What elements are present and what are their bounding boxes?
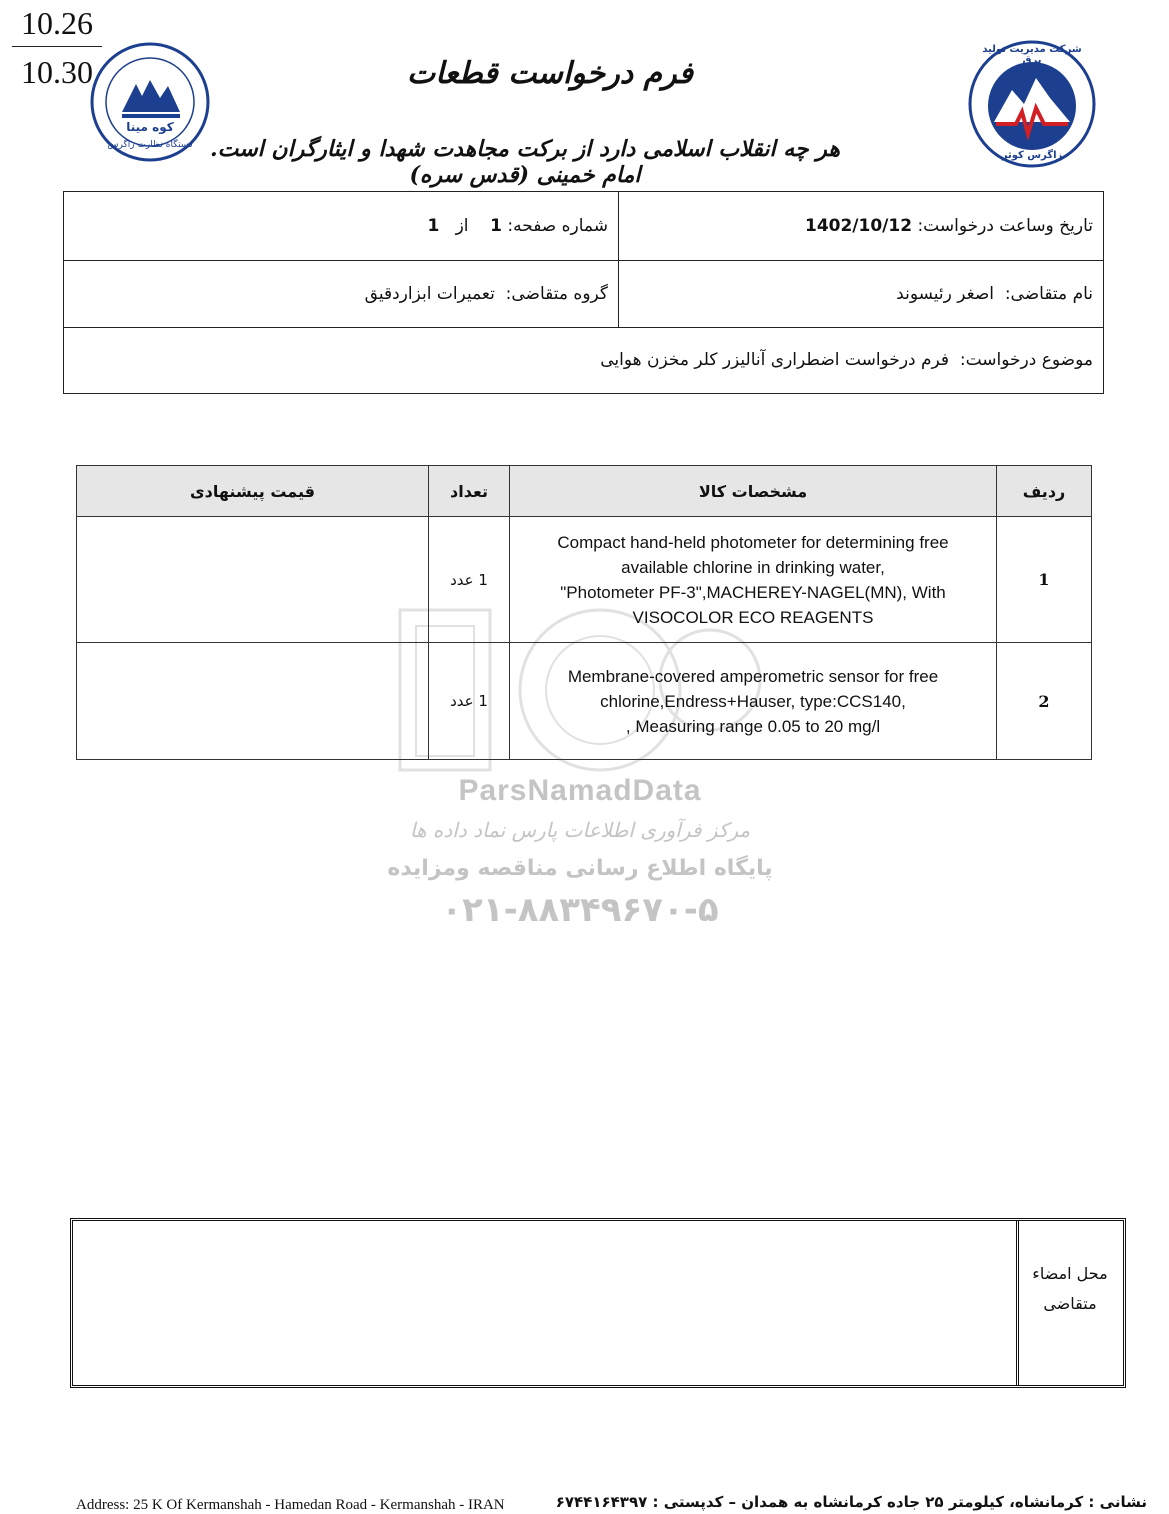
info-divider (618, 260, 619, 327)
page-number-cell (62, 192, 618, 260)
row-number: 2 (997, 643, 1092, 760)
page-total: 1 (427, 216, 440, 236)
signature-divider (1016, 1221, 1019, 1385)
item-price (77, 517, 429, 643)
spec-line: Compact hand-held photometer for determining free (557, 532, 949, 552)
spec-line: VISOCOLOR ECO REAGENTS (632, 607, 874, 627)
subject-value: فرم درخواست اضطراری آنالیزر کلر مخزن هوایی (600, 350, 950, 370)
table-row (77, 517, 1092, 643)
spec-line: , Measuring range 0.05 to 20 mg/l (625, 716, 881, 736)
company-stamp-logo (88, 40, 212, 164)
logo-caption: زاگرس کوثر (1001, 150, 1063, 161)
footer-address-fa: نشانی : کرمانشاه، کیلومتر ۲۵ جاده کرمانشاه به همدان – کدپستی : ۶۷۴۴۱۶۴۳۹۷ (555, 1493, 1147, 1511)
table-row (77, 643, 1092, 760)
row-number: 1 (997, 517, 1092, 643)
spec-line: "Photometer PF-3",MACHEREY-NAGEL(MN), With (560, 582, 946, 602)
signature-label (1023, 1259, 1117, 1319)
logo-arc-text: شرکت مدیریت تولید برق (982, 44, 1082, 66)
items-table (76, 465, 1092, 760)
subject-cell (64, 327, 1103, 393)
watermark-brand: ParsNamadData (458, 774, 702, 807)
item-quantity: 1 عدد (429, 643, 510, 760)
note-top: 10.26 (21, 5, 93, 41)
watermark-line1: مرکز فرآوری اطلاعات پارس نماد داده ها (409, 818, 751, 842)
spec-line: available chlorine in drinking water, (621, 557, 885, 577)
form-title: فرم درخواست قطعات (407, 56, 693, 91)
footer-address-en: Address: 25 K Of Kermanshah - Hamedan Road - Kermanshah - IRAN (76, 1497, 505, 1513)
applicant-group-cell (62, 260, 618, 327)
info-row-name (64, 260, 1103, 328)
page-label: شماره صفحه: (507, 216, 608, 236)
item-quantity: 1 عدد (429, 517, 510, 643)
col-proposed-price: قیمت پیشنهادی (77, 466, 429, 517)
signature-box (70, 1218, 1126, 1388)
col-row-number: ردیف (997, 466, 1092, 517)
table-header-row (77, 466, 1092, 517)
request-date-cell (619, 192, 1103, 260)
item-spec (510, 517, 997, 643)
signature-label-line1: محل امضاء (1032, 1264, 1108, 1283)
name-label: نام متقاضی: (1004, 283, 1093, 304)
info-row-subject (64, 327, 1103, 393)
group-label: گروه متقاضی: (505, 283, 608, 304)
request-info-table (63, 191, 1104, 394)
name-value: اصغر رئیسوند (896, 283, 994, 304)
page-of-label: از (455, 216, 469, 236)
col-item-spec: مشخصات کالا (510, 466, 997, 517)
stamp-caption: دستگاه نظارت زاگرس (107, 140, 193, 150)
info-divider (618, 192, 619, 260)
spec-line: chlorine,Endress+Hauser, type:CCS140, (600, 691, 906, 711)
item-spec (510, 643, 997, 760)
watermark-line2: پایگاه اطلاع رسانی مناقصه ومزایده (387, 856, 773, 881)
subject-label: موضوع درخواست: (959, 350, 1093, 370)
date-label: تاریخ وساعت درخواست: (917, 216, 1093, 236)
signature-label-line2: متقاضی (1043, 1294, 1097, 1313)
page-value: 1 (490, 216, 502, 236)
power-company-logo (966, 38, 1098, 170)
note-bottom: 10.30 (21, 54, 93, 90)
spec-line: Membrane-covered amperometric sensor for free (567, 666, 939, 686)
applicant-name-cell (619, 260, 1103, 327)
item-price (77, 643, 429, 760)
date-value: 1402/10/12 (804, 216, 913, 236)
group-value: تعمیرات ابزاردقیق (364, 283, 495, 304)
motto: هر چه انقلاب اسلامی دارد از برکت مجاهدت شهدا و ایثارگران است. امام خمینی (قدس سره) (209, 136, 841, 188)
stamp-brand: کوه مینا (126, 120, 174, 134)
col-quantity: تعداد (429, 466, 510, 517)
info-row-date (64, 192, 1103, 261)
watermark-phone: ۰۲۱-۸۸۳۴۹۶۷۰-۵ (441, 890, 719, 930)
